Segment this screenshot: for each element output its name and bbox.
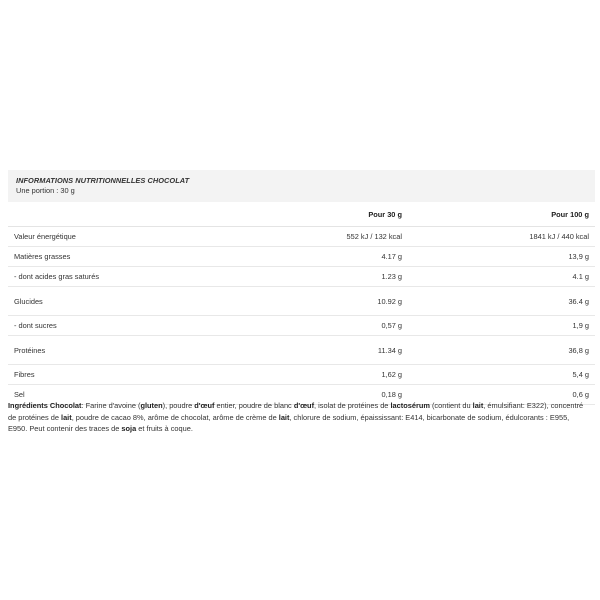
- nutrition-table: [8, 202, 595, 405]
- table-row: [8, 267, 595, 287]
- row-per-portion: 1.23 g: [274, 267, 404, 287]
- allergen: lactosérum: [390, 401, 430, 410]
- allergen: gluten: [140, 401, 163, 410]
- ingredients-text: entier, poudre de blanc: [214, 401, 294, 410]
- table-row: [8, 365, 595, 385]
- row-per-portion: 0,57 g: [274, 316, 404, 336]
- row-per-100g: 4.1 g: [404, 267, 595, 287]
- row-label: - dont sucres: [8, 316, 274, 336]
- allergen: d'œuf: [194, 401, 215, 410]
- row-label: Protéines: [8, 336, 274, 365]
- allergen: lait: [61, 412, 72, 422]
- ingredients-text: , émulsifiant: E322), concentré de protéines de: [8, 401, 584, 422]
- allergen: d'œuf: [293, 401, 315, 410]
- portion-size: Une portion : 30 g: [16, 186, 75, 195]
- row-per-portion: 552 kJ / 132 kcal: [274, 227, 404, 247]
- row-per-portion: 0,18 g: [274, 385, 404, 405]
- table-row: [8, 247, 595, 267]
- allergen: lait: [472, 401, 484, 410]
- row-per-100g: 1,9 g: [404, 316, 595, 336]
- ingredients-text: : Farine d'avoine (: [81, 401, 141, 410]
- row-per-100g: 36,8 g: [404, 336, 595, 365]
- row-per-portion: 1,62 g: [274, 365, 404, 385]
- table-row: [8, 227, 595, 247]
- label-column-header: [8, 202, 274, 227]
- nutrition-title: INFORMATIONS NUTRITIONNELLES CHOCOLAT: [16, 176, 190, 185]
- table-row: [8, 336, 595, 365]
- ingredients-heading: Ingrédients Chocolat: [8, 401, 82, 410]
- row-per-100g: 0,6 g: [404, 385, 595, 405]
- allergen: soja: [121, 424, 137, 434]
- row-per-100g: 1841 kJ / 440 kcal: [404, 227, 595, 247]
- row-label: Fibres: [8, 365, 274, 385]
- row-label: Glucides: [8, 287, 274, 316]
- per-portion-column-header: Pour 30 g: [274, 202, 404, 227]
- nutrition-panel: [8, 170, 595, 405]
- row-per-100g: 5,4 g: [404, 365, 595, 385]
- row-per-portion: 11.34 g: [274, 336, 404, 365]
- ingredients-text: et fruits à coque.: [136, 424, 193, 434]
- row-per-100g: 36.4 g: [404, 287, 595, 316]
- row-label: Matières grasses: [8, 247, 274, 267]
- ingredients-text: , isolat de protéines de: [314, 401, 391, 410]
- table-row: [8, 316, 595, 336]
- row-per-100g: 13,9 g: [404, 247, 595, 267]
- table-header-row: [8, 202, 595, 227]
- per-100g-column-header: Pour 100 g: [404, 202, 595, 227]
- ingredients-text: (contient du: [429, 401, 473, 410]
- row-label: - dont acides gras saturés: [8, 267, 274, 287]
- row-per-portion: 4.17 g: [274, 247, 404, 267]
- row-label: Sel: [8, 385, 274, 405]
- nutrition-header: [8, 170, 595, 202]
- ingredients-text: ), poudre: [162, 401, 195, 410]
- row-label: Valeur énergétique: [8, 227, 274, 247]
- row-per-portion: 10.92 g: [274, 287, 404, 316]
- ingredients-paragraph: [8, 400, 588, 435]
- table-row: [8, 287, 595, 316]
- allergen: lait: [278, 412, 290, 422]
- ingredients-text: , chlorure de sodium, épaississant: E414, bicarbonate de sodium, édulcorants : E955, E950. Peut contenir des traces de: [8, 412, 570, 434]
- ingredients-text: , poudre de cacao 8%, arôme de chocolat, arôme de crème de: [71, 412, 279, 422]
